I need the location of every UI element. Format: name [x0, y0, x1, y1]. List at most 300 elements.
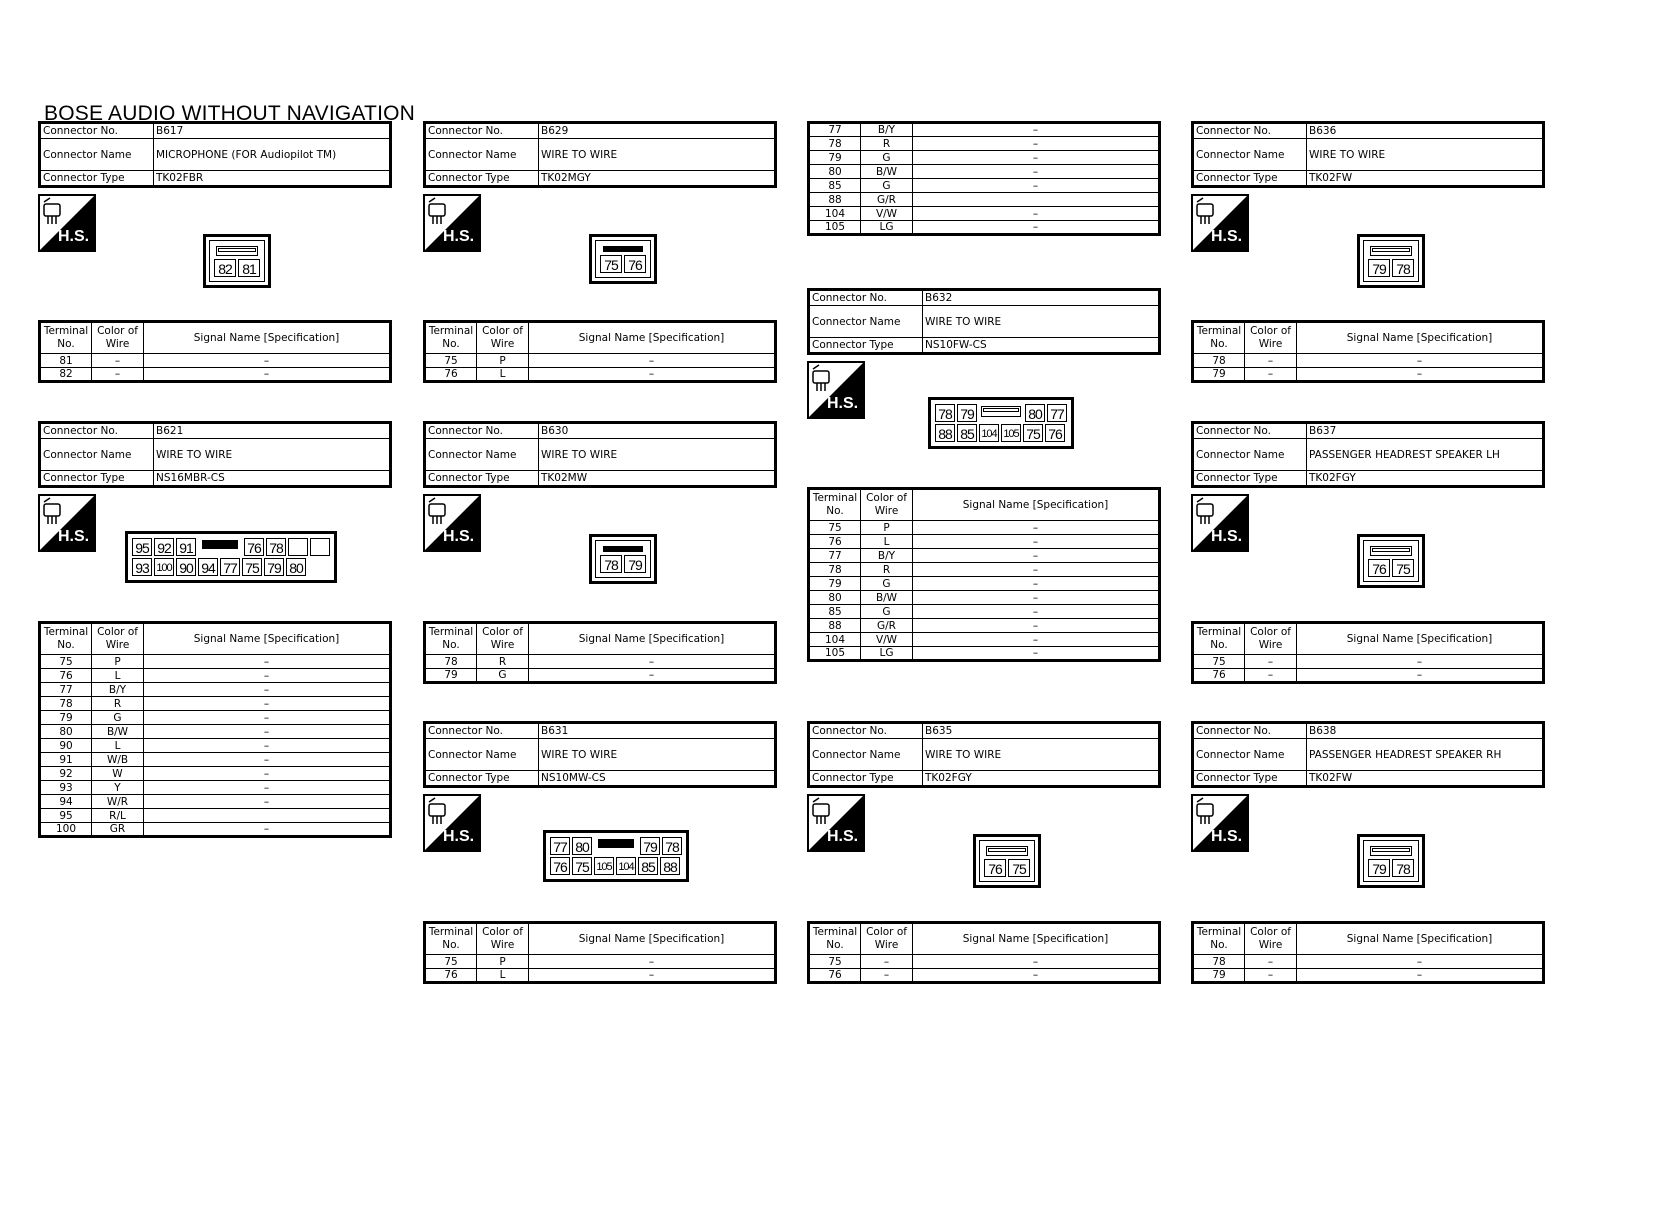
- terminal-terminal-cell: 100: [40, 823, 92, 837]
- connector-field-value: WIRE TO WIRE: [1307, 139, 1544, 171]
- terminal-terminal-cell: 75: [809, 521, 861, 535]
- terminal-signal-cell: –: [1297, 955, 1544, 969]
- connector-info-table: [1191, 421, 1545, 488]
- terminal-terminal-cell: 76: [425, 368, 477, 382]
- connector-pin: 79: [624, 555, 646, 573]
- connector-pin: 76: [1045, 424, 1065, 442]
- terminal-color-cell: R: [861, 137, 913, 151]
- connector-field-label: Connector Name: [425, 439, 539, 471]
- terminal-signal-cell: –: [913, 207, 1160, 221]
- connector-field-value: TK02FW: [1307, 771, 1544, 787]
- connector-pin: 82: [214, 259, 236, 277]
- terminal-color-cell: –: [1245, 969, 1297, 983]
- pin-row: [599, 254, 647, 274]
- connector-info-row: [1193, 123, 1544, 139]
- terminal-signal-cell: –: [144, 354, 391, 368]
- connector-field-value: WIRE TO WIRE: [923, 306, 1160, 338]
- terminal-color-cell: W/B: [92, 753, 144, 767]
- terminal-signal-cell: –: [529, 669, 776, 683]
- connector-pin: 88: [660, 857, 680, 875]
- terminal-terminal-cell: 78: [1193, 354, 1245, 368]
- terminal-terminal-cell: 94: [40, 795, 92, 809]
- connector-info-row: [1193, 139, 1544, 171]
- terminal-signal-cell: [913, 193, 1160, 207]
- signal-name-header: Signal Name [Specification]: [913, 923, 1160, 955]
- terminal-terminal-cell: 79: [40, 711, 92, 725]
- connector-field-value: WIRE TO WIRE: [923, 739, 1160, 771]
- terminal-terminal-cell: 95: [40, 809, 92, 823]
- signal-name-header: Signal Name [Specification]: [913, 489, 1160, 521]
- terminal-no-header: Terminal No.: [425, 623, 477, 655]
- connector-pin: 78: [1392, 259, 1414, 277]
- terminal-table-continued: [807, 121, 1161, 236]
- terminal-row: [809, 577, 1160, 591]
- connector-info-row: [425, 771, 776, 787]
- connector-field-value: WIRE TO WIRE: [539, 139, 776, 171]
- connector-info-row: [40, 123, 391, 139]
- pin-row: [1367, 858, 1415, 878]
- connector-pin: 79: [1368, 859, 1390, 877]
- connector-diagram: [589, 534, 657, 584]
- connector-pin: 78: [662, 837, 682, 855]
- terminal-terminal-cell: 79: [1193, 969, 1245, 983]
- connector-field-label: Connector Name: [1193, 139, 1307, 171]
- connector-field-value: TK02FW: [1307, 171, 1544, 187]
- terminal-signal-cell: –: [1297, 655, 1544, 669]
- connector-pin: 76: [244, 538, 264, 556]
- terminal-terminal-cell: 79: [809, 577, 861, 591]
- terminal-color-cell: L: [92, 739, 144, 753]
- terminal-row: [809, 137, 1160, 151]
- connector-pin: 78: [1392, 859, 1414, 877]
- signal-name-header: Signal Name [Specification]: [144, 623, 391, 655]
- connector-pin: 78: [600, 555, 622, 573]
- connector-info-row: [1193, 171, 1544, 187]
- terminal-color-cell: G: [861, 151, 913, 165]
- connector-field-label: Connector Name: [40, 439, 154, 471]
- terminal-signal-cell: –: [913, 563, 1160, 577]
- terminal-table: [1191, 320, 1545, 383]
- terminal-no-header: Terminal No.: [1193, 923, 1245, 955]
- wire-color-header: Color of Wire: [1245, 923, 1297, 955]
- terminal-color-cell: L: [477, 969, 529, 983]
- connector-pin: 75: [1392, 559, 1414, 577]
- connector-lock-icon: [594, 837, 638, 855]
- connector-field-value: B636: [1307, 123, 1544, 139]
- connector-pin: 88: [935, 424, 955, 442]
- connector-pin: 79: [264, 558, 284, 576]
- terminal-signal-cell: –: [913, 619, 1160, 633]
- connector-lock-icon: [213, 246, 261, 256]
- terminal-signal-cell: –: [1297, 669, 1544, 683]
- connector-field-label: Connector No.: [425, 723, 539, 739]
- terminal-color-cell: W/R: [92, 795, 144, 809]
- connector-info-row: [425, 723, 776, 739]
- terminal-color-cell: LG: [861, 221, 913, 235]
- terminal-terminal-cell: 78: [809, 137, 861, 151]
- terminal-row: [40, 655, 391, 669]
- terminal-row: [40, 809, 391, 823]
- connector-diagram: [589, 234, 657, 284]
- connector-field-value: B631: [539, 723, 776, 739]
- terminal-signal-cell: –: [144, 753, 391, 767]
- connector-pin: 78: [266, 538, 286, 556]
- terminal-signal-cell: –: [1297, 368, 1544, 382]
- terminal-row: [809, 619, 1160, 633]
- terminal-header-row: [40, 623, 391, 655]
- connector-info-row: [425, 123, 776, 139]
- connector-field-label: Connector Name: [809, 739, 923, 771]
- connector-field-label: Connector Name: [1193, 439, 1307, 471]
- terminal-color-cell: Y: [92, 781, 144, 795]
- terminal-color-cell: B/W: [861, 591, 913, 605]
- connector-pin: 100: [154, 558, 174, 576]
- terminal-color-cell: –: [1245, 368, 1297, 382]
- connector-info-row: [40, 471, 391, 487]
- connector-field-value: NS10MW-CS: [539, 771, 776, 787]
- connector-field-value: TK02MW: [539, 471, 776, 487]
- terminal-terminal-cell: 85: [809, 605, 861, 619]
- terminal-terminal-cell: 91: [40, 753, 92, 767]
- connector-field-label: Connector No.: [1193, 423, 1307, 439]
- terminal-color-cell: L: [861, 535, 913, 549]
- connector-field-label: Connector Name: [809, 306, 923, 338]
- terminal-color-cell: GR: [92, 823, 144, 837]
- terminal-color-cell: B/Y: [861, 123, 913, 137]
- connector-diagram: [203, 234, 271, 288]
- signal-name-header: Signal Name [Specification]: [529, 322, 776, 354]
- terminal-row: [40, 823, 391, 837]
- connector-info-table: [807, 721, 1161, 788]
- terminal-signal-cell: –: [1297, 969, 1544, 983]
- connector-pin: 78: [935, 404, 955, 422]
- terminal-signal-cell: –: [1297, 354, 1544, 368]
- terminal-header-row: [1193, 623, 1544, 655]
- terminal-signal-cell: –: [144, 739, 391, 753]
- connector-pin: 92: [154, 538, 174, 556]
- pin-row: [549, 836, 683, 856]
- connector-pin: 76: [1368, 559, 1390, 577]
- connector-info-row: [425, 739, 776, 771]
- terminal-terminal-cell: 82: [40, 368, 92, 382]
- wire-color-header: Color of Wire: [1245, 623, 1297, 655]
- terminal-no-header: Terminal No.: [425, 923, 477, 955]
- connector-pin: 80: [286, 558, 306, 576]
- terminal-color-cell: B/Y: [861, 549, 913, 563]
- terminal-row: [1193, 669, 1544, 683]
- terminal-color-cell: –: [1245, 669, 1297, 683]
- terminal-signal-cell: –: [913, 647, 1160, 661]
- terminal-color-cell: B/Y: [92, 683, 144, 697]
- connector-pin: 76: [624, 255, 646, 273]
- connector-info-table: [1191, 121, 1545, 188]
- terminal-signal-cell: –: [529, 655, 776, 669]
- connector-pin: 81: [238, 259, 260, 277]
- terminal-terminal-cell: 104: [809, 633, 861, 647]
- terminal-row: [40, 781, 391, 795]
- connector-field-label: Connector Name: [40, 139, 154, 171]
- terminal-terminal-cell: 76: [40, 669, 92, 683]
- terminal-row: [809, 123, 1160, 137]
- terminal-terminal-cell: 78: [40, 697, 92, 711]
- connector-info-row: [1193, 771, 1544, 787]
- wire-color-header: Color of Wire: [92, 322, 144, 354]
- terminal-terminal-cell: 80: [40, 725, 92, 739]
- connector-info-table: [423, 721, 777, 788]
- terminal-terminal-cell: 79: [425, 669, 477, 683]
- connector-info-table: [38, 421, 392, 488]
- terminal-row: [425, 655, 776, 669]
- connector-pin: 104: [616, 857, 636, 875]
- terminal-table: [38, 621, 392, 838]
- connector-pin: 79: [957, 404, 977, 422]
- terminal-terminal-cell: 75: [809, 955, 861, 969]
- signal-name-header: Signal Name [Specification]: [144, 322, 391, 354]
- connector-field-label: Connector Type: [1193, 171, 1307, 187]
- signal-name-header: Signal Name [Specification]: [529, 923, 776, 955]
- harness-side-label: H.S.: [443, 828, 475, 845]
- terminal-terminal-cell: 80: [809, 165, 861, 179]
- terminal-signal-cell: –: [144, 368, 391, 382]
- connector-pin: 85: [957, 424, 977, 442]
- terminal-color-cell: P: [477, 955, 529, 969]
- connector-info-row: [40, 171, 391, 187]
- terminal-color-cell: V/W: [861, 207, 913, 221]
- terminal-terminal-cell: 76: [809, 969, 861, 983]
- terminal-row: [809, 591, 1160, 605]
- terminal-color-cell: –: [861, 955, 913, 969]
- connector-pin: [288, 538, 308, 556]
- connector-lock-icon: [198, 538, 242, 556]
- connector-field-value: WIRE TO WIRE: [154, 439, 391, 471]
- terminal-terminal-cell: 85: [809, 179, 861, 193]
- terminal-row: [809, 647, 1160, 661]
- terminal-row: [40, 368, 391, 382]
- connector-info-row: [809, 739, 1160, 771]
- connector-info-row: [809, 338, 1160, 354]
- connector-pin: 93: [132, 558, 152, 576]
- terminal-row: [809, 955, 1160, 969]
- connector-pin: 79: [640, 837, 660, 855]
- connector-field-value: B617: [154, 123, 391, 139]
- terminal-terminal-cell: 79: [1193, 368, 1245, 382]
- connector-field-value: NS16MBR-CS: [154, 471, 391, 487]
- terminal-header-row: [40, 322, 391, 354]
- terminal-terminal-cell: 92: [40, 767, 92, 781]
- harness-side-label: H.S.: [443, 528, 475, 545]
- terminal-signal-cell: –: [913, 577, 1160, 591]
- terminal-terminal-cell: 77: [809, 549, 861, 563]
- connector-pin: 79: [1368, 259, 1390, 277]
- connector-diagram: [928, 397, 1074, 449]
- connector-info-row: [809, 290, 1160, 306]
- harness-side-label: H.S.: [443, 228, 475, 245]
- connector-diagram: [1357, 234, 1425, 288]
- terminal-terminal-cell: 81: [40, 354, 92, 368]
- connector-pin: [310, 538, 330, 556]
- wire-color-header: Color of Wire: [477, 623, 529, 655]
- terminal-header-row: [425, 923, 776, 955]
- signal-name-header: Signal Name [Specification]: [1297, 623, 1544, 655]
- connector-info-row: [425, 439, 776, 471]
- connector-field-label: Connector No.: [1193, 723, 1307, 739]
- pin-row: [599, 554, 647, 574]
- connector-pin: 75: [1008, 859, 1030, 877]
- terminal-signal-cell: –: [144, 725, 391, 739]
- harness-side-label: H.S.: [58, 228, 90, 245]
- harness-side-label: H.S.: [1211, 228, 1243, 245]
- terminal-header-row: [1193, 322, 1544, 354]
- connector-field-value: B621: [154, 423, 391, 439]
- terminal-signal-cell: –: [913, 221, 1160, 235]
- connector-info-row: [425, 471, 776, 487]
- terminal-row: [809, 633, 1160, 647]
- terminal-row: [809, 969, 1160, 983]
- terminal-header-row: [1193, 923, 1544, 955]
- terminal-signal-cell: –: [144, 697, 391, 711]
- terminal-row: [40, 767, 391, 781]
- connector-pin: 80: [572, 837, 592, 855]
- connector-field-label: Connector Type: [425, 471, 539, 487]
- terminal-signal-cell: –: [529, 969, 776, 983]
- connector-lock-icon: [1367, 546, 1415, 556]
- terminal-signal-cell: –: [913, 955, 1160, 969]
- terminal-row: [40, 711, 391, 725]
- terminal-signal-cell: –: [144, 767, 391, 781]
- connector-pin: 75: [600, 255, 622, 273]
- terminal-row: [809, 221, 1160, 235]
- connector-field-value: B635: [923, 723, 1160, 739]
- terminal-terminal-cell: 88: [809, 619, 861, 633]
- terminal-color-cell: R: [861, 563, 913, 577]
- terminal-no-header: Terminal No.: [809, 489, 861, 521]
- terminal-row: [425, 955, 776, 969]
- terminal-row: [40, 795, 391, 809]
- terminal-color-cell: –: [92, 354, 144, 368]
- terminal-color-cell: W: [92, 767, 144, 781]
- connector-info-row: [1193, 471, 1544, 487]
- connector-pin: 91: [176, 538, 196, 556]
- terminal-terminal-cell: 76: [425, 969, 477, 983]
- harness-side-label: H.S.: [1211, 528, 1243, 545]
- terminal-row: [1193, 368, 1544, 382]
- connector-field-value: WIRE TO WIRE: [539, 739, 776, 771]
- terminal-color-cell: R/L: [92, 809, 144, 823]
- connector-info-row: [809, 306, 1160, 338]
- connector-lock-icon: [599, 546, 647, 552]
- terminal-terminal-cell: 77: [809, 123, 861, 137]
- connector-field-label: Connector No.: [809, 290, 923, 306]
- terminal-signal-cell: –: [529, 368, 776, 382]
- wire-color-header: Color of Wire: [477, 322, 529, 354]
- connector-field-label: Connector Type: [40, 171, 154, 187]
- wire-color-header: Color of Wire: [861, 489, 913, 521]
- terminal-row: [809, 605, 1160, 619]
- connector-field-label: Connector Name: [1193, 739, 1307, 771]
- terminal-terminal-cell: 75: [425, 354, 477, 368]
- terminal-row: [425, 669, 776, 683]
- wire-color-header: Color of Wire: [92, 623, 144, 655]
- signal-name-header: Signal Name [Specification]: [1297, 923, 1544, 955]
- connector-info-table: [423, 421, 777, 488]
- connector-pin: 95: [132, 538, 152, 556]
- terminal-terminal-cell: 76: [809, 535, 861, 549]
- terminal-table: [1191, 921, 1545, 984]
- connector-info-row: [809, 723, 1160, 739]
- pin-row: [983, 858, 1031, 878]
- connector-field-label: Connector Type: [425, 171, 539, 187]
- terminal-color-cell: L: [92, 669, 144, 683]
- terminal-color-cell: L: [477, 368, 529, 382]
- terminal-header-row: [425, 322, 776, 354]
- harness-side-label: H.S.: [58, 528, 90, 545]
- connector-lock-icon: [983, 846, 1031, 856]
- terminal-color-cell: P: [477, 354, 529, 368]
- connector-info-row: [1193, 739, 1544, 771]
- terminal-row: [40, 753, 391, 767]
- terminal-no-header: Terminal No.: [1193, 623, 1245, 655]
- connector-info-row: [425, 423, 776, 439]
- connector-info-row: [40, 139, 391, 171]
- terminal-color-cell: G: [861, 179, 913, 193]
- terminal-signal-cell: –: [913, 151, 1160, 165]
- wire-color-header: Color of Wire: [1245, 322, 1297, 354]
- terminal-no-header: Terminal No.: [1193, 322, 1245, 354]
- terminal-row: [809, 535, 1160, 549]
- terminal-header-row: [809, 489, 1160, 521]
- connector-field-value: WIRE TO WIRE: [539, 439, 776, 471]
- terminal-terminal-cell: 105: [809, 221, 861, 235]
- connector-field-value: TK02FGY: [923, 771, 1160, 787]
- pin-row: [934, 423, 1068, 443]
- connector-info-row: [40, 423, 391, 439]
- terminal-terminal-cell: 90: [40, 739, 92, 753]
- connector-diagram: [125, 531, 337, 583]
- terminal-row: [809, 165, 1160, 179]
- terminal-row: [809, 207, 1160, 221]
- pin-row: [1367, 258, 1415, 278]
- connector-pin: 105: [594, 857, 614, 875]
- connector-pin: 75: [242, 558, 262, 576]
- terminal-row: [425, 368, 776, 382]
- terminal-signal-cell: –: [144, 655, 391, 669]
- terminal-table: [423, 921, 777, 984]
- connector-field-label: Connector Name: [425, 739, 539, 771]
- terminal-signal-cell: [144, 809, 391, 823]
- terminal-row: [809, 151, 1160, 165]
- terminal-header-row: [809, 923, 1160, 955]
- connector-pin: 77: [1047, 404, 1067, 422]
- terminal-terminal-cell: 75: [40, 655, 92, 669]
- terminal-terminal-cell: 80: [809, 591, 861, 605]
- connector-field-label: Connector Type: [809, 771, 923, 787]
- wire-color-header: Color of Wire: [477, 923, 529, 955]
- terminal-table: [807, 921, 1161, 984]
- terminal-terminal-cell: 75: [1193, 655, 1245, 669]
- terminal-color-cell: –: [1245, 354, 1297, 368]
- terminal-signal-cell: –: [913, 137, 1160, 151]
- signal-name-header: Signal Name [Specification]: [529, 623, 776, 655]
- terminal-signal-cell: –: [913, 123, 1160, 137]
- wire-color-header: Color of Wire: [861, 923, 913, 955]
- connector-pin: 75: [572, 857, 592, 875]
- terminal-row: [1193, 969, 1544, 983]
- terminal-terminal-cell: 93: [40, 781, 92, 795]
- connector-field-label: Connector Name: [425, 139, 539, 171]
- terminal-row: [809, 179, 1160, 193]
- connector-diagram: [543, 830, 689, 882]
- connector-field-value: PASSENGER HEADREST SPEAKER LH: [1307, 439, 1544, 471]
